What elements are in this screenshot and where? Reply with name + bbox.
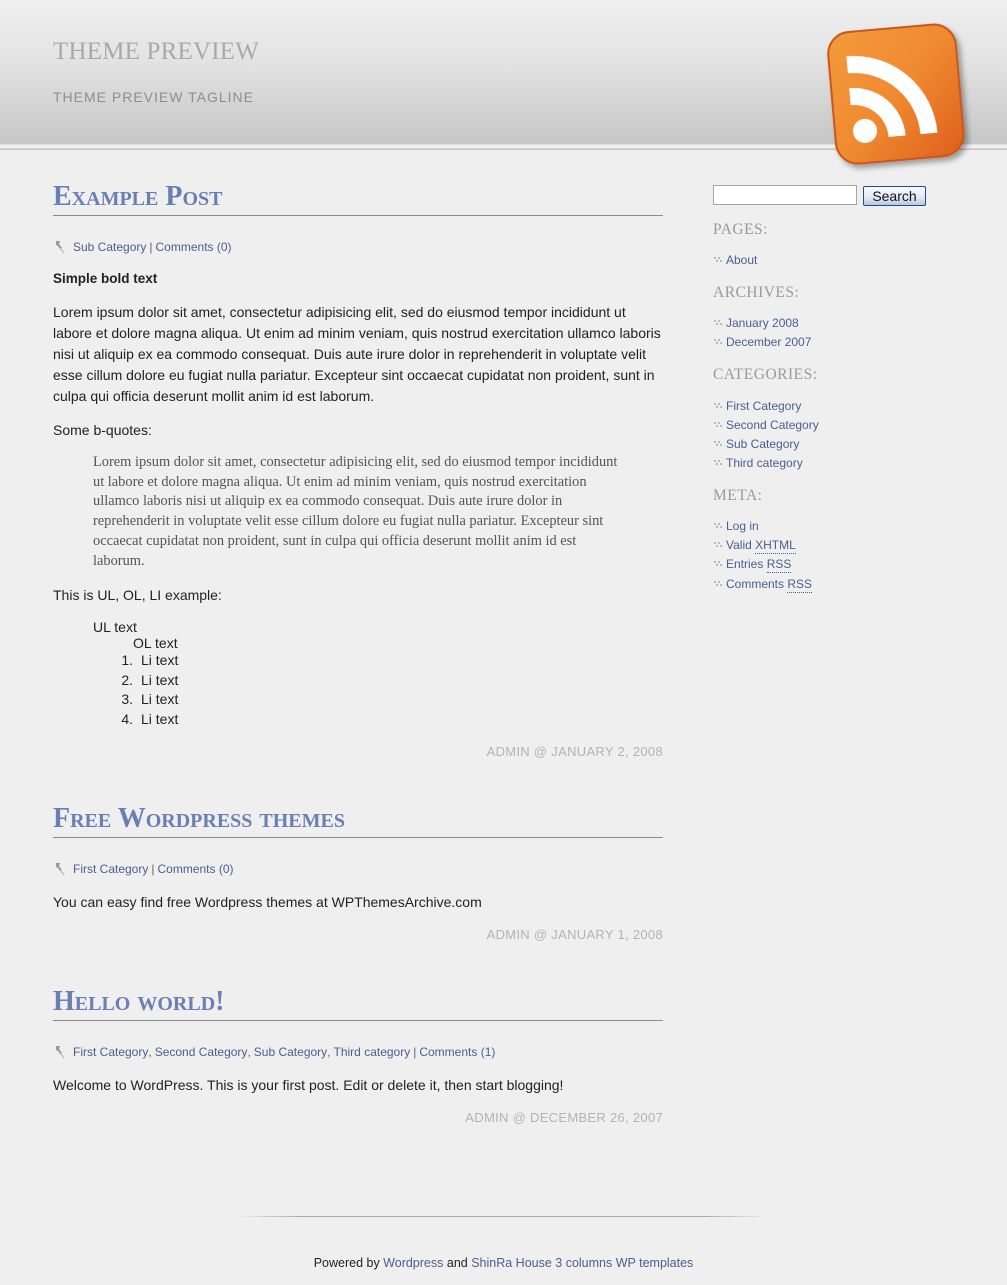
bullet-dots-icon [713, 421, 723, 429]
pages-heading: PAGES: [713, 221, 768, 238]
category-link[interactable]: First Category [73, 862, 149, 877]
category-link[interactable]: Second Category [154, 1045, 248, 1060]
archives-heading: ARCHIVES: [713, 284, 800, 301]
category-link[interactable]: Sub Category [73, 240, 147, 254]
bullet-dots-icon [713, 338, 723, 346]
site-footer: Powered by Wordpress and ShinRa House 3 columns WP templates [313, 1256, 694, 1270]
footer-divider [236, 1216, 768, 1217]
blockquote: Lorem ipsum dolor sit amet, consectetur adipisicing elit, sed do eiusmod tempor incididunt ut labore et dolore magna aliqua. Ut enim ad minim veniam, quis nostrud exercitation ullamco laboris nisi ut aliquip ex ea commodo consequat. Duis aute irure dolor in reprehenderit in voluptate velit esse cillum dolore eu fugiat nulla pariatur. Excepteur sint occaecat cupidatat non proident, sunt in culpa qui officia deserunt mollit anim id est laborum. [93, 454, 618, 569]
post-footer: ADMIN @ JANUARY 1, 2008 [486, 927, 663, 943]
sidebar-category-item[interactable]: Third category [713, 455, 803, 471]
post-meta: First Category , Second Category , Sub Category , Third category | Comments (1) [53, 1043, 663, 1061]
ol-list-item: 2. Li text [121, 671, 179, 688]
main-content [53, 180, 663, 1125]
sidebar-category-item[interactable]: Sub Category [713, 436, 799, 452]
search-button[interactable]: Search [863, 186, 926, 206]
category-link[interactable]: Third category [333, 1045, 411, 1060]
sidebar-meta-valid-xhtml[interactable]: Valid XHTML [713, 537, 796, 553]
bullet-dots-icon [713, 541, 723, 549]
comments-link[interactable]: Comments (1) [419, 1045, 496, 1060]
sidebar-category-item[interactable]: First Category [713, 398, 801, 414]
sidebar-meta-login[interactable]: Log in [713, 518, 759, 534]
shinra-house-link[interactable]: ShinRa House 3 columns WP templates [471, 1256, 694, 1270]
comments-link[interactable]: Comments (0) [157, 862, 234, 877]
post-title [53, 180, 663, 216]
bquote-intro: Some b-quotes: [53, 422, 152, 438]
comments-link[interactable]: Comments (0) [155, 240, 232, 254]
bullet-dots-icon [713, 560, 723, 568]
bullet-dots-icon [713, 440, 723, 448]
meta-heading: META: [713, 487, 763, 504]
post-footer: ADMIN @ JANUARY 2, 2008 [486, 744, 663, 760]
post-paragraph: Lorem ipsum dolor sit amet, consectetur adipisicing elit, sed do eiusmod tempor incididunt ut labore et dolore magna aliqua. Ut enim ad minim veniam, quis nostrud exercitation ullamco laboris nisi ut aliquip ex ea commodo consequat. Duis aute irure dolor in reprehenderit in voluptate velit esse cillum dolore eu fugiat nulla pariatur. Excepteur sint occaecat cupidatat non proident, sunt in culpa qui officia deserunt mollit anim id est laborum. [53, 304, 661, 404]
post-title [53, 985, 663, 1021]
post-title-link[interactable]: Free Wordpress themes [53, 803, 345, 835]
rss-feed-icon[interactable] [822, 16, 972, 174]
pushpin-icon [53, 1045, 67, 1059]
sidebar-meta-comments-rss[interactable]: Comments RSS [713, 576, 812, 592]
bullet-dots-icon [713, 522, 723, 530]
ol-list-item: 3. Li text [121, 691, 179, 708]
post-free-themes [53, 802, 663, 942]
post-paragraph: You can easy find free Wordpress themes at WPThemesArchive.com [53, 894, 482, 911]
category-link[interactable]: Sub Category [253, 1045, 328, 1060]
sidebar-archive-item[interactable]: January 2008 [713, 315, 799, 331]
pushpin-icon [53, 240, 67, 254]
bullet-dots-icon [713, 402, 723, 410]
bullet-dots-icon [713, 319, 723, 327]
post-meta: Sub Category | Comments (0) [53, 238, 663, 256]
ul-list [93, 619, 663, 729]
post-title-link[interactable]: Hello world! [53, 986, 225, 1018]
categories-heading: CATEGORIES: [713, 366, 818, 383]
site-title-link[interactable]: THEME PREVIEW [53, 38, 260, 65]
site-tagline: THEME PREVIEW TAGLINE [53, 89, 254, 105]
post-title [53, 802, 663, 838]
post-title-link[interactable]: Example Post [53, 181, 223, 212]
ul-item: UL text [93, 619, 137, 636]
ol-list-item: 1. Li text [121, 652, 179, 669]
post-hello-world [53, 985, 663, 1125]
ol-label: OL text [133, 635, 178, 652]
bullet-dots-icon [713, 580, 723, 588]
post-paragraph: Welcome to WordPress. This is your first post. Edit or delete it, then start blogging! [53, 1077, 564, 1094]
bullet-dots-icon [713, 459, 723, 467]
search-input[interactable] [713, 185, 857, 205]
category-link[interactable]: First Category [73, 1045, 149, 1060]
sidebar-category-item[interactable]: Second Category [713, 417, 819, 433]
post-footer: ADMIN @ DECEMBER 26, 2007 [465, 1110, 663, 1126]
post-example [53, 180, 663, 759]
pushpin-icon [53, 862, 67, 876]
bullet-dots-icon [713, 256, 723, 264]
sidebar-archive-item[interactable]: December 2007 [713, 334, 811, 350]
post-meta: First Category | Comments (0) [53, 860, 663, 878]
bold-text: Simple bold text [53, 271, 158, 286]
wordpress-link[interactable]: Wordpress [383, 1256, 444, 1270]
ol-list-item: 4. Li text [121, 710, 179, 727]
list-intro: This is UL, OL, LI example: [53, 587, 222, 604]
sidebar-meta-entries-rss[interactable]: Entries RSS [713, 556, 791, 572]
sidebar-page-about[interactable]: About [713, 252, 757, 268]
